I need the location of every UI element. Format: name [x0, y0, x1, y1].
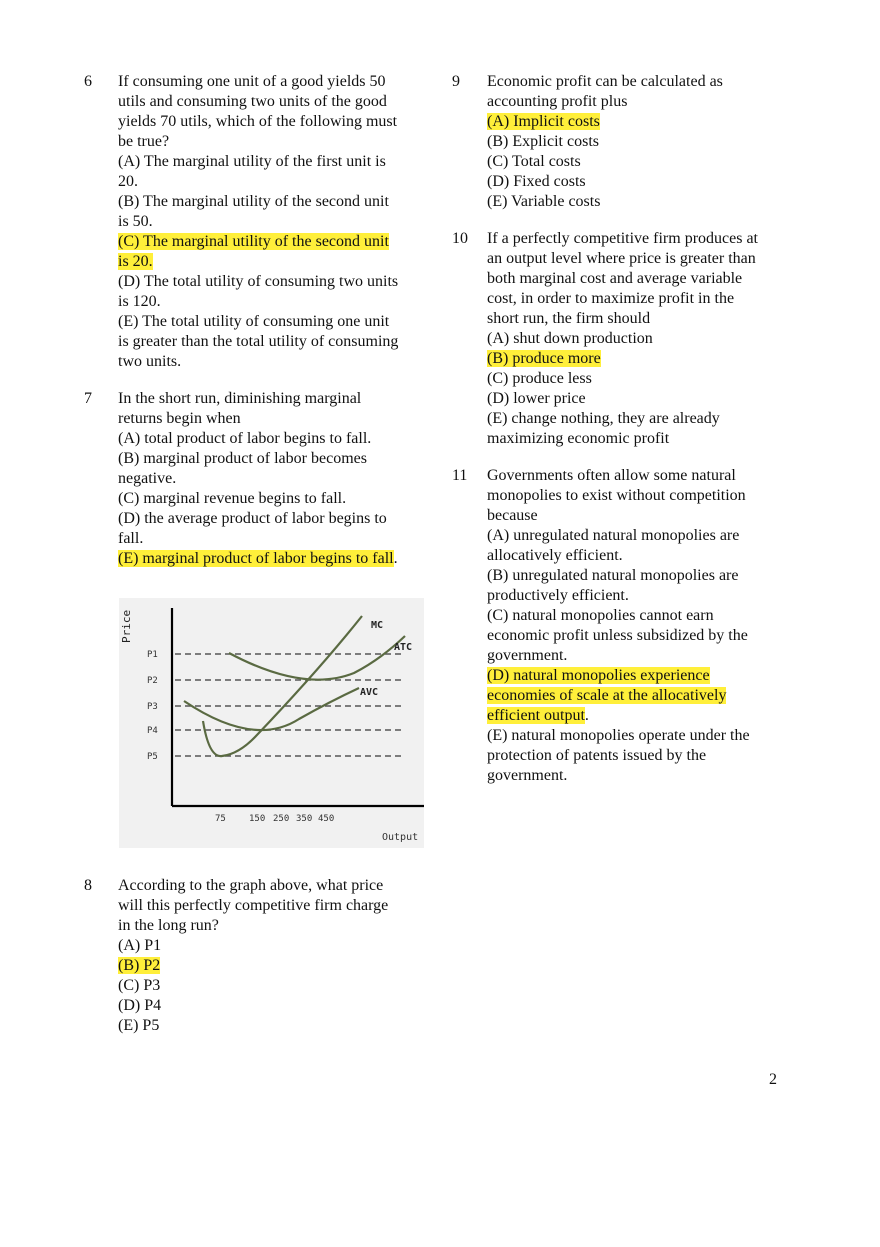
stem-line: will this perfectly competitive firm charge — [118, 897, 389, 914]
left-column — [84, 72, 429, 1036]
option-line: (E) The total utility of consuming one unit — [118, 313, 390, 330]
option-d — [118, 509, 429, 549]
atc-curve — [229, 636, 405, 680]
stem-line: short run, the firm should — [487, 310, 651, 327]
highlighted-option-line: (C) The marginal utility of the second unit — [118, 233, 389, 250]
stem-line: an output level where price is greater than — [487, 250, 756, 267]
option-b — [487, 566, 797, 606]
option-line: is 50. — [118, 213, 153, 230]
output-tick-250: 250 — [273, 814, 290, 824]
option-line: protection of patents issued by the — [487, 747, 707, 764]
price-label-p5: P5 — [147, 752, 158, 762]
option-line: government. — [487, 647, 568, 664]
question-9 — [452, 72, 797, 212]
option-c-answer — [118, 232, 429, 272]
stem-line: monopolies to exist without competition — [487, 487, 746, 504]
option-line: (C) natural monopolies cannot earn — [487, 607, 714, 624]
spacer — [84, 848, 429, 876]
graph-svg — [119, 598, 424, 848]
option-a-answer — [487, 112, 797, 132]
option-e — [487, 409, 797, 449]
question-body — [487, 466, 797, 786]
option-suffix: . — [584, 707, 589, 724]
option-c: (C) marginal revenue begins to fall. — [118, 490, 347, 507]
stem-line: Governments often allow some natural — [487, 467, 736, 484]
option-a: (A) shut down production — [487, 330, 653, 347]
highlighted-option-line: is 20. — [118, 253, 153, 270]
spacer — [84, 372, 429, 389]
highlighted-option-line: (A) Implicit costs — [487, 113, 600, 130]
option-line: productively efficient. — [487, 587, 629, 604]
atc-label: ATC — [394, 642, 413, 653]
stem-line: According to the graph above, what price — [118, 877, 384, 894]
stem-line: Economic profit can be calculated as — [487, 73, 723, 90]
question-10 — [452, 229, 797, 449]
question-number: 7 — [84, 390, 92, 407]
question-7 — [84, 389, 429, 569]
option-line: (A) The marginal utility of the first unit is — [118, 153, 386, 170]
option-line: (B) unregulated natural monopolies are — [487, 567, 739, 584]
y-axis-label: Price — [120, 609, 133, 643]
option-a — [487, 526, 797, 566]
option-line: is 120. — [118, 293, 161, 310]
mc-curve — [203, 616, 362, 756]
option-line: allocatively efficient. — [487, 547, 623, 564]
highlighted-option-line: efficient output — [487, 707, 585, 724]
right-column — [452, 72, 797, 786]
stem-line: in the long run? — [118, 917, 219, 934]
option-a — [118, 152, 429, 192]
option-b — [118, 449, 429, 489]
question-11 — [452, 466, 797, 786]
option-e — [118, 312, 429, 372]
option-d: (D) lower price — [487, 390, 586, 407]
option-c: (C) P3 — [118, 977, 161, 994]
option-line: 20. — [118, 173, 138, 190]
output-tick-150: 150 — [249, 814, 266, 824]
highlighted-option-line: (E) marginal product of labor begins to fall — [118, 550, 394, 567]
question-number: 11 — [452, 467, 468, 484]
option-c: (C) Total costs — [487, 153, 581, 170]
option-line: (B) The marginal utility of the second unit — [118, 193, 389, 210]
option-line: two units. — [118, 353, 182, 370]
stem-line: cost, in order to maximize profit in the — [487, 290, 735, 307]
stem-line: because — [487, 507, 538, 524]
highlighted-option-line: economies of scale at the allocatively — [487, 687, 727, 704]
stem-line: returns begin when — [118, 410, 241, 427]
page-number: 2 — [769, 1071, 777, 1088]
price-label-p4: P4 — [147, 726, 158, 736]
question-8 — [84, 876, 429, 1036]
option-line: (D) the average product of labor begins to — [118, 510, 387, 527]
option-e: (E) P5 — [118, 1017, 160, 1034]
option-d — [118, 272, 429, 312]
stem-line: If a perfectly competitive firm produces at — [487, 230, 758, 247]
option-line: government. — [487, 767, 568, 784]
output-tick-450: 450 — [318, 814, 335, 824]
option-line: negative. — [118, 470, 177, 487]
question-number: 6 — [84, 73, 92, 90]
option-d: (D) P4 — [118, 997, 162, 1014]
option-line: fall. — [118, 530, 144, 547]
spacer — [452, 449, 797, 466]
mc-label: MC — [371, 620, 384, 631]
price-gridlines — [175, 654, 404, 756]
question-body — [487, 72, 797, 212]
stem-line: both marginal cost and average variable — [487, 270, 743, 287]
question-number: 8 — [84, 877, 92, 894]
stem-line: be true? — [118, 133, 170, 150]
question-body — [118, 876, 429, 1036]
question-body — [487, 229, 797, 449]
option-line: (A) unregulated natural monopolies are — [487, 527, 740, 544]
output-tick-75: 75 — [215, 814, 226, 824]
spacer — [452, 212, 797, 229]
option-line: maximizing economic profit — [487, 430, 670, 447]
question-body — [118, 389, 429, 569]
option-line: (D) The total utility of consuming two units — [118, 273, 399, 290]
option-e — [487, 726, 797, 786]
option-d: (D) Fixed costs — [487, 173, 586, 190]
question-number: 9 — [452, 73, 460, 90]
stem-line: In the short run, diminishing marginal — [118, 390, 362, 407]
question-body — [118, 72, 429, 372]
option-b-answer — [487, 349, 797, 369]
highlighted-option-line: (B) produce more — [487, 350, 601, 367]
avc-curve — [184, 688, 359, 730]
question-6 — [84, 72, 429, 372]
stem-line: If consuming one unit of a good yields 50 — [118, 73, 386, 90]
price-label-p1: P1 — [147, 650, 158, 660]
cost-curves-graph — [119, 598, 424, 848]
option-c: (C) produce less — [487, 370, 592, 387]
option-d-answer — [487, 666, 797, 726]
option-a: (A) P1 — [118, 937, 162, 954]
price-label-p3: P3 — [147, 702, 158, 712]
avc-label: AVC — [360, 687, 379, 698]
question-number: 10 — [452, 230, 468, 247]
option-line: (E) natural monopolies operate under the — [487, 727, 750, 744]
option-line: (E) change nothing, they are already — [487, 410, 720, 427]
highlighted-option-line: (D) natural monopolies experience — [487, 667, 710, 684]
option-line: is greater than the total utility of consuming — [118, 333, 399, 350]
option-suffix: . — [393, 550, 398, 567]
option-line: (B) marginal product of labor becomes — [118, 450, 367, 467]
price-label-p2: P2 — [147, 676, 158, 686]
x-axis-label: Output — [382, 832, 419, 843]
option-line: economic profit unless subsidized by the — [487, 627, 748, 644]
option-e: (E) Variable costs — [487, 193, 601, 210]
stem-line: utils and consuming two units of the good — [118, 93, 387, 110]
stem-line: yields 70 utils, which of the following must — [118, 113, 398, 130]
option-b-answer — [118, 956, 429, 976]
output-tick-350: 350 — [296, 814, 313, 824]
highlighted-option-line: (B) P2 — [118, 957, 161, 974]
option-b: (B) Explicit costs — [487, 133, 599, 150]
stem-line: accounting profit plus — [487, 93, 628, 110]
option-b — [118, 192, 429, 232]
option-e-answer — [118, 549, 429, 569]
option-a: (A) total product of labor begins to fall. — [118, 430, 372, 447]
option-c — [487, 606, 797, 666]
